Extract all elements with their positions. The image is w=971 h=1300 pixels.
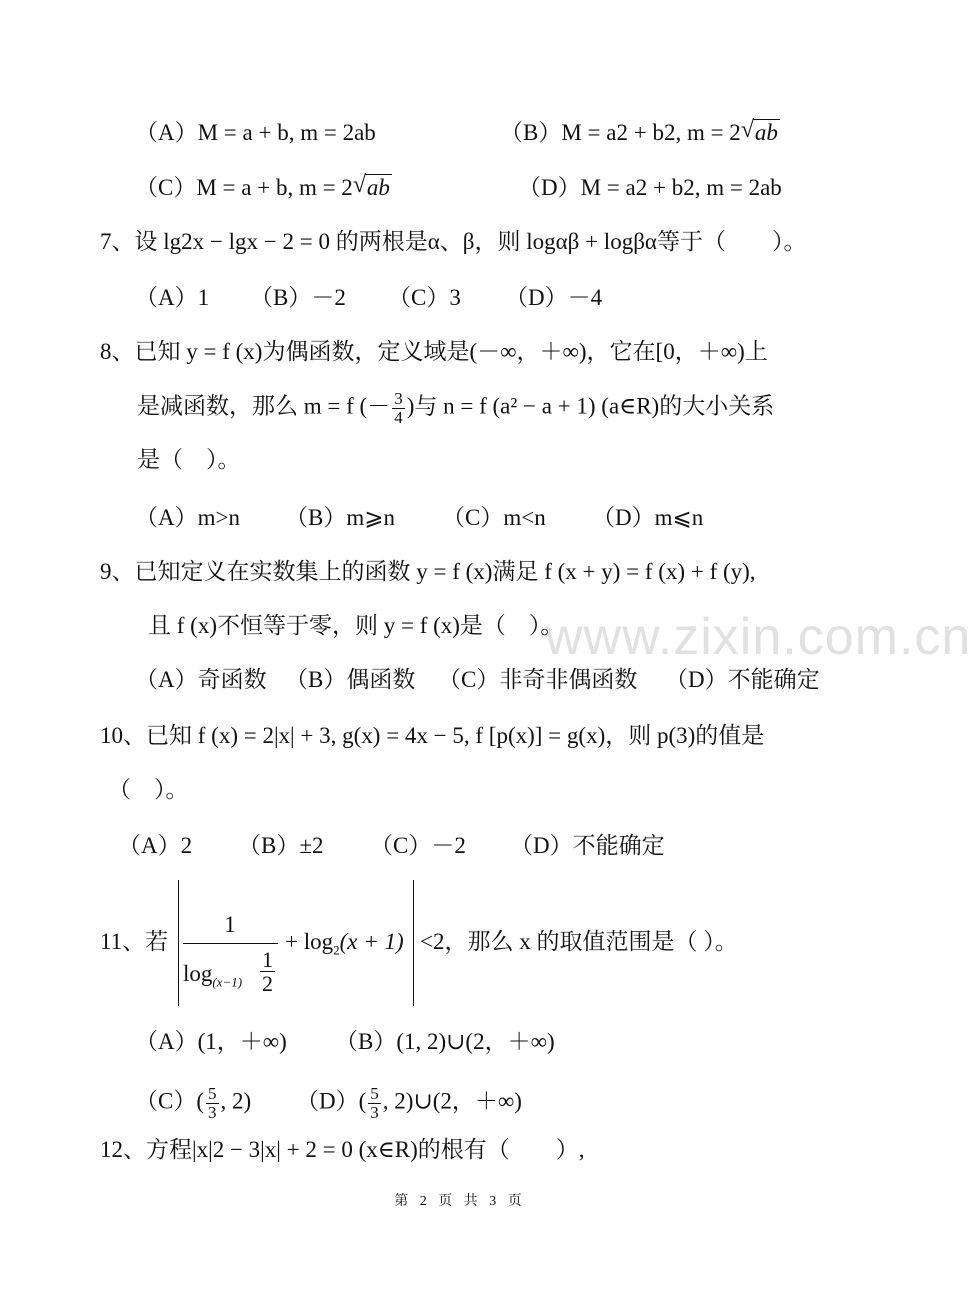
q11-option-d-pre: （D）( [296,1088,367,1114]
sqrt-symbol: √ ab [740,117,778,145]
q9-option-d: （D）不能确定 [665,667,820,692]
q8-option-a: （A）m>n [135,505,240,530]
q10-option-a: （A）2 [118,833,193,858]
fraction: $\frac{5}{3}$ [370,1084,379,1122]
q8-line2-pre: 是减函数，那么 m = f (－ [137,393,391,419]
q11-outer-fraction [182,912,278,938]
q11-fraction-bar [183,943,278,944]
q10-line2: （ ）。 [108,777,189,802]
q11-suffix: <2，那么 x 的取值范围是（ ）。 [420,929,738,954]
q11-option-d-post: , 2)∪(2，＋∞) [382,1088,522,1114]
q11-option-c-pre: （C）( [135,1088,204,1114]
q6-option-c [135,172,392,200]
q10-option-d: （D）不能确定 [510,833,665,858]
q11-numerator: 1 [224,912,236,937]
q11-log-arg: (x + 1) [339,929,404,954]
q11-option-d [296,1085,522,1122]
q6-option-c-text: （C）M = a + b, m = 2 [135,175,353,200]
q9-option-c: （C）非奇非偶函数 [438,667,638,692]
q9-option-b: （B）偶函数 [285,667,416,692]
q11-plus-log: + log [285,929,334,954]
q8-line2 [137,390,774,427]
q11-option-c-post: , 2) [220,1088,252,1114]
q11-option-c [135,1085,251,1122]
q12-stem: 12、方程|x|2 − 3|x| + 2 = 0 (x∈R)的根有（ ）, [100,1137,585,1162]
q6-option-b-text: （B）M = a2 + b2, m = 2 [500,120,741,145]
q7-option-b: （B）－2 [250,285,346,310]
q8-option-c: （C）m<n [442,505,546,530]
q8-line1: 8、已知 y = f (x)为偶函数，定义域是(－∞，＋∞)，它在[0，＋∞)上 [100,339,768,364]
q11-prefix: 11、若 [100,929,169,954]
q11-inner-fraction: $\frac{1}{2}$ [262,947,273,997]
watermark: www.zixin.com.cn [545,608,971,666]
q10-line1: 10、已知 f (x) = 2|x| + 3, g(x) = 4x − 5, f [p(x)] = g(x)，则 p(3)的值是 [100,723,765,748]
q11-option-a: （A）(1，＋∞) [135,1029,287,1054]
abs-bar-left [178,880,179,1006]
q11-log-base: 2 [333,942,340,958]
fraction: $\frac{5}{3}$ [208,1084,217,1122]
abs-bar-right [413,880,414,1006]
q7-option-c: （C）3 [388,285,461,310]
q11-log-term [285,930,404,957]
q11-option-b: （B）(1, 2)∪(2，＋∞) [335,1029,555,1054]
fraction: $\frac{3}{4}$ [394,389,403,427]
q7-stem: 7、设 lg2x − lgx − 2 = 0 的两根是α、β，则 logαβ + logβα等于（ ）。 [100,229,807,254]
q9-option-a: （A）奇函数 [135,667,267,692]
q11-denominator [183,962,242,989]
sqrt-symbol: √ ab [352,172,390,200]
q6-option-a: （A）M = a + b, m = 2ab [135,120,376,145]
q8-line3: 是（ ）。 [137,447,241,472]
q6-option-b [500,117,780,145]
q10-option-b: （B）±2 [238,833,324,858]
q9-line2: 且 f (x)不恒等于零，则 y = f (x)是（ ）。 [148,613,564,638]
page-footer: 第 2 页 共 3 页 [394,1194,526,1209]
q7-option-d: （D）－4 [505,285,603,310]
q9-line1: 9、已知定义在实数集上的函数 y = f (x)满足 f (x + y) = f (x) + f (y), [100,559,756,584]
q8-option-b: （B）m⩾n [285,505,396,530]
q11-den-log: log [183,961,213,986]
q8-line2-post: )与 n = f (a² − a + 1) (a∈R)的大小关系 [406,393,775,419]
q8-option-d: （D）m⩽n [592,505,704,530]
q6-option-d: （D）M = a2 + b2, m = 2ab [518,175,782,200]
q10-option-c: （C）－2 [370,833,466,858]
q11-den-sub: (x−1) [212,974,243,990]
q7-option-a: （A）1 [135,285,210,310]
